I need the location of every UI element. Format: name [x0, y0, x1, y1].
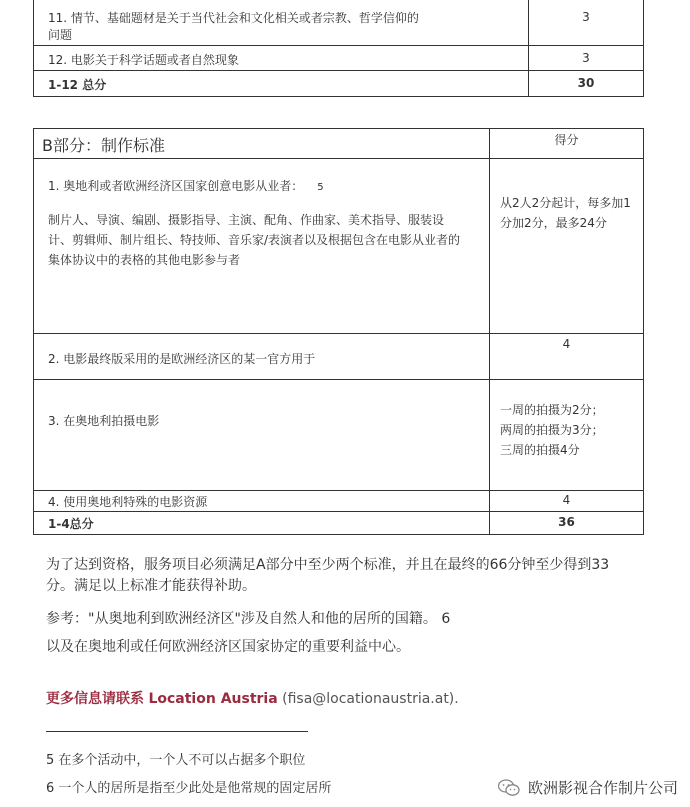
- watermark: [498, 777, 678, 798]
- score-header: 得分: [554, 133, 579, 147]
- score-cell: [490, 491, 644, 512]
- total-score-cell: [529, 71, 644, 97]
- part-a-table: [33, 0, 644, 97]
- table-row: [34, 380, 644, 491]
- total-score: 36: [558, 515, 575, 529]
- score-line: 一周的拍摄为2分；: [500, 403, 604, 417]
- score-line: 三周的拍摄4分: [500, 443, 580, 457]
- criterion-detail: 制片人、导演、编剧、摄影指导、主演、配角、作曲家、美术指导、服装设计、剪辑师、制片组长、特技师、音乐家/表演者以及根据包含在电影从业者的集体协议中的表格的其他电影参与者: [48, 213, 461, 267]
- table-row: [34, 159, 644, 334]
- footnote-5: 5 在多个活动中，一个人不可以占据多个职位: [46, 753, 306, 768]
- score-value: 4: [562, 337, 571, 351]
- total-row: [34, 512, 644, 535]
- total-row: [34, 71, 644, 97]
- score-value: 3: [582, 51, 590, 65]
- total-label-cell: [34, 512, 490, 535]
- criterion-cell: [34, 46, 529, 71]
- total-label-cell: [34, 71, 529, 97]
- criterion-cell: [34, 491, 490, 512]
- criterion-cell: [34, 159, 490, 334]
- criterion-text: 12. 电影关于科学话题或者自然现象: [48, 53, 239, 67]
- table-header-row: [34, 129, 644, 159]
- part-b-table: [33, 128, 644, 535]
- qualification-paragraph: 为了达到资格，服务项目必须满足A部分中至少两个标准，并且在最终的66分钟至少得到33分。满足以上标准才能获得补助。: [46, 557, 610, 594]
- table-row: [34, 46, 644, 71]
- criterion-cell: [34, 334, 490, 380]
- table-row: [34, 0, 644, 46]
- criterion-cell: [34, 0, 529, 46]
- criterion-text: 2. 电影最终版采用的是欧洲经济区的某一官方用于: [48, 352, 316, 366]
- score-value: 4: [562, 493, 571, 507]
- footnote-ref: 5: [317, 182, 324, 193]
- wechat-icon: [498, 779, 520, 797]
- criterion-text: 11. 情节、基础题材是关于当代社会和文化相关或者宗教、哲学信仰的: [48, 11, 419, 25]
- criterion-text: 4. 使用奥地利特殊的电影资源: [48, 495, 208, 509]
- section-title-cell: [34, 129, 490, 159]
- score-value: 从2人2分起计，每多加1分加2分，最多24分: [500, 196, 631, 230]
- watermark-text: 欧洲影视合作制片公司: [527, 779, 678, 797]
- footnote-6: 6 一个人的居所是指至少此处是他常规的固定居所: [46, 781, 332, 796]
- contact-prefix: 更多信息请联系: [46, 691, 144, 707]
- criterion-text: 1. 奥地利或者欧洲经济区国家创意电影从业者：: [48, 179, 304, 193]
- reference-paragraph: 参考："从奥地利到欧洲经济区"涉及自然人和他的居所的国籍。 6: [46, 611, 451, 627]
- contact-email[interactable]: (fisa@locationaustria.at).: [282, 691, 459, 707]
- contact-line: [46, 688, 459, 708]
- score-cell: [490, 159, 644, 334]
- contact-org: Location Austria: [148, 691, 278, 707]
- table-row: [34, 334, 644, 380]
- table-row: [34, 491, 644, 512]
- total-label: 1-12 总分: [48, 78, 107, 92]
- score-header-cell: [490, 129, 644, 159]
- total-score-cell: [490, 512, 644, 535]
- score-cell: [490, 334, 644, 380]
- footnote-divider: [46, 731, 308, 732]
- total-label: 1-4总分: [48, 517, 94, 531]
- criterion-cell: [34, 380, 490, 491]
- score-value: 3: [582, 10, 590, 24]
- score-cell: [529, 0, 644, 46]
- score-cell: [529, 46, 644, 71]
- criterion-text: 3. 在奥地利拍摄电影: [48, 414, 160, 428]
- criterion-text: 问题: [48, 28, 73, 42]
- section-title: B部分：制作标准: [42, 136, 165, 155]
- reference-continuation: 以及在奥地利或任何欧洲经济区国家协定的重要利益中心。: [46, 639, 410, 655]
- score-cell: [490, 380, 644, 491]
- score-line: 两周的拍摄为3分；: [500, 423, 604, 437]
- total-score: 30: [577, 76, 595, 90]
